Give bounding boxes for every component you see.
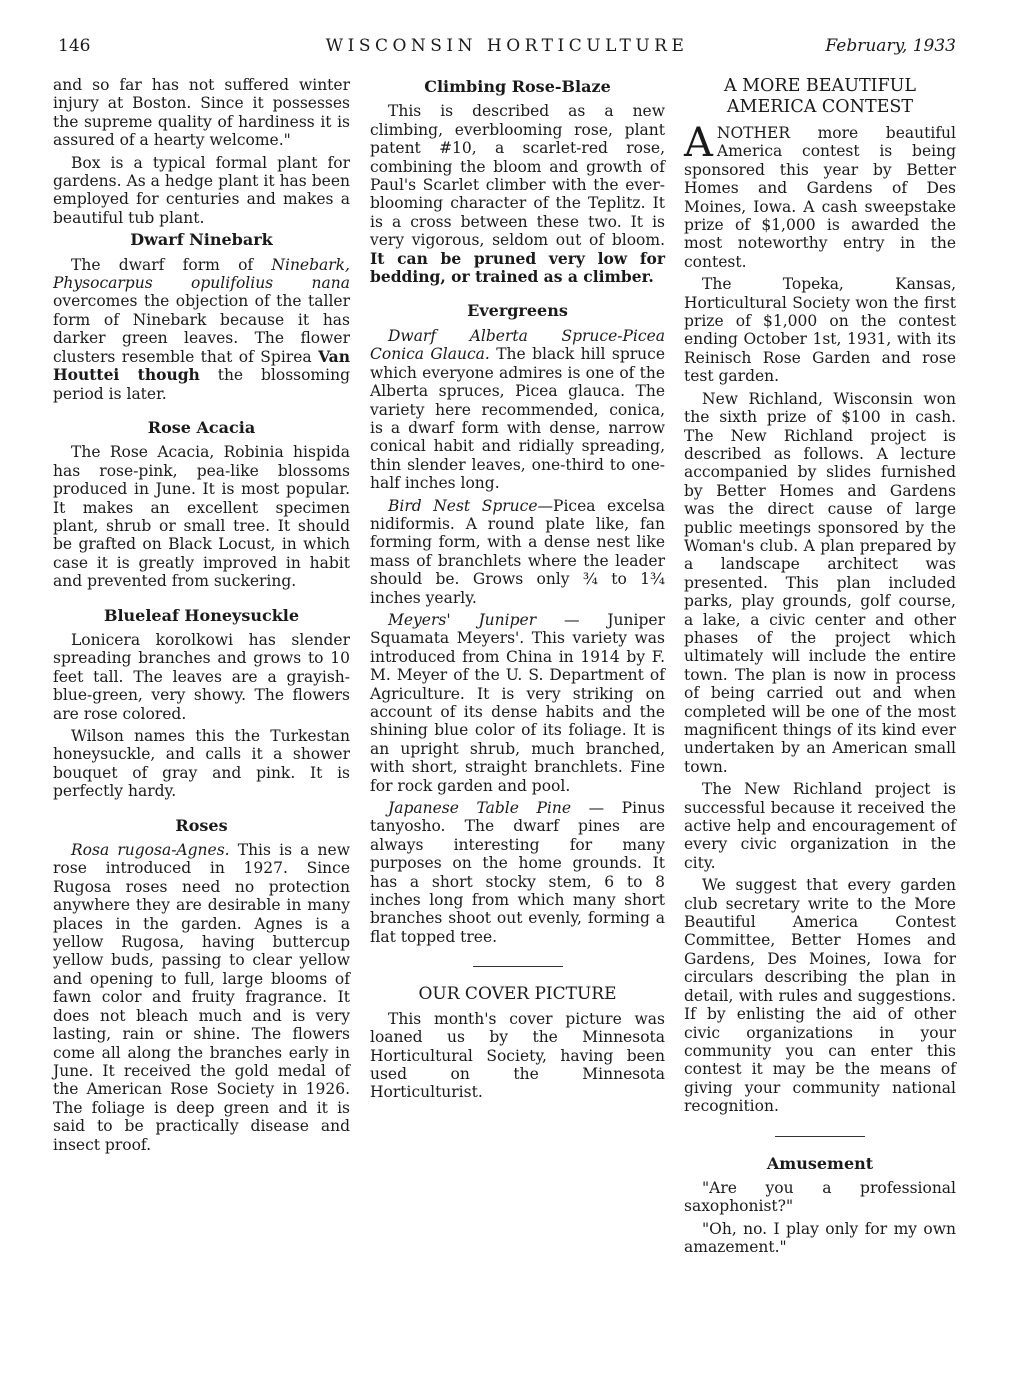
column-middle [370, 76, 665, 1106]
heading-evergreens: Evergreens [467, 301, 568, 321]
contest-paragraph-5: We suggest that every garden club secretary write to the More Beautiful America Contest Committee, Better Homes and Gardens, Des Moines, Iowa for circulars describing the plan in detail, with rules and suggestions. If by enlisting the aid of other civic organizations in your community you can enter this contest it may be the means of giving your community national recognition. [684, 876, 956, 1116]
divider-rule [775, 1136, 865, 1137]
heading-roses: Roses [175, 815, 228, 835]
roses-paragraph: Rosa rugosa-Agnes. This is a new rose introduced in 1927. Since Rugosa roses need no protection anywhere they are desirable in many places in the garden. Agnes is a yellow Rugosa, having buttercup yellow buds, passing to clear yellow and opening to full, large blooms of fawn color and fruity fragrance. It does not bleach much and is very lasting, rain or shine. The flowers come all along the branches early in June. It received the gold medal of the American Rose Society in 1926. The foliage is deep green and it is said to be practically disease and insect proof. [53, 841, 350, 1154]
cover-paragraph: This month's cover picture was loaned us by the Minnesota Horticultural Society, having been used on the Minnesota Horticulturist. [370, 1009, 665, 1102]
drop-cap: A [684, 120, 713, 166]
evergreens-paragraph-3: Meyers' Juniper — Juniper Squamata Meyers'. This variety was introduced from China in 1914 by F. M. Meyer of the U. S. Department of Agriculture. It is very striking on account of its dense habits and the shining blue color of its foliage. It is an upright shrub, much branched, with short, straight branchlets. Fine for rock garden and pool. [370, 610, 665, 795]
journal-title: WISCONSIN HORTICULTURE [325, 36, 689, 56]
rose-acacia-paragraph: The Rose Acacia, Robinia hispida has rose-pink, pea-like blossoms produced in June. It is most popular. It makes an excellent specimen plant, shrub or small tree. It should be grafted on Black Locust, in which case it is greatly improved in habit and prevented from suckering. [53, 443, 350, 591]
contest-paragraph-2: The Topeka, Kansas, Horticultural Society won the first prize of $1,000 on the contest ending October 1st, 1931, with its Reinisch Rose Garden and rose test garden. [684, 275, 956, 386]
evergreens-paragraph-1: Dwarf Alberta Spruce-Picea Conica Glauca. The black hill spruce which everyone admires is one of the Alberta spruces, Picea glauca. The variety here recommended, conica, is a dwarf form with dense, narrow conical habit and ridially spreading, thin slender leaves, one-third to one-half inches long. [370, 326, 665, 493]
honeysuckle-paragraph-2: Wilson names this the Turkestan honeysuckle, and calls it a shower bouquet of gray and pink. It is perfectly hardy. [53, 727, 350, 801]
divider-rule [473, 966, 563, 967]
heading-our-cover-picture: OUR COVER PICTURE [418, 984, 617, 1005]
heading-amusement: Amusement [766, 1153, 874, 1173]
heading-dwarf-ninebark: Dwarf Ninebark [130, 230, 273, 250]
amusement-paragraph-1: "Are you a professional saxophonist?" [684, 1178, 956, 1216]
heading-more-beautiful-america: A MORE BEAUTIFUL AMERICA CONTEST [723, 76, 917, 117]
contest-paragraph-3: New Richland, Wisconsin won the sixth prize of $100 in cash. The New Richland project is described as follows. A lecture accompanied by slides furnished by Better Homes and Gardens was the direct cause of large public meetings sponsored by the Woman's club. A plan prepared by a landscape architect was presented. This plan included parks, play grounds, golf course, a lake, a civic center and other phases of the project which ultimately will include the entire town. The plan is now in process of being carried out and when completed will be one of the most magnificent things of its kind ever undertaken by an American small town. [684, 389, 956, 776]
column-left [53, 76, 350, 1158]
heading-climbing-rose-blaze: Climbing Rose-Blaze [424, 77, 611, 96]
heading-rose-acacia: Rose Acacia [147, 417, 256, 437]
intro-paragraph-1: and so far has not suffered winter injury at Boston. Since it possesses the supreme quality of hardiness it is assured of a hearty welcome." [53, 76, 350, 150]
column-right [684, 76, 956, 1261]
issue-date: February, 1933 [825, 36, 956, 56]
evergreens-paragraph-2: Bird Nest Spruce—Picea excelsa nidiformis. A round plate like, fan forming form, with a dense nest like mass of branchlets where the leader should be. Grows only ¾ to 1¾ inches yearly. [370, 496, 665, 607]
page-header [58, 36, 956, 66]
intro-paragraph-2: Box is a typical formal plant for gardens. As a hedge plant it has been employed for centuries and makes a beautiful tub plant. [53, 153, 350, 227]
blaze-paragraph: This is described as a new climbing, everblooming rose, plant patent #10, a scarlet-red rose, combining the bloom and growth of Paul's Scarlet climber with the ever-blooming character of the Teplitz. It is a cross between these two. It is very vigorous, seldom out of bloom. It can be pruned very low for bedding, or trained as a climber. [370, 102, 665, 287]
honeysuckle-paragraph-1: Lonicera korolkowi has slender spreading branches and grows to 10 feet tall. The leaves are a grayish-blue-green, very showy. The flowers are rose colored. [53, 630, 350, 723]
heading-blueleaf-honeysuckle: Blueleaf Honeysuckle [103, 605, 300, 625]
contest-paragraph-1: ANOTHER more beautiful America contest is being sponsored this year by Better Homes and Gardens of Des Moines, Iowa. A cash sweepstake prize of $1,000 is awarded the most noteworthy entry in the contest. [684, 120, 956, 271]
amusement-paragraph-2: "Oh, no. I play only for my own amazement." [684, 1219, 956, 1257]
ninebark-paragraph: The dwarf form of Ninebark, Physocarpus opulifolius nana overcomes the objection of the taller form of Ninebark because it has darker green leaves. The flower clusters resemble that of Spirea Van Houttei though the blossoming period is later. [53, 255, 350, 403]
contest-paragraph-4: The New Richland project is successful because it received the active help and encouragement of every civic organization in the city. [684, 780, 956, 872]
page-number: 146 [58, 36, 91, 56]
evergreens-paragraph-4: Japanese Table Pine — Pinus tanyosho. The dwarf pines are always interesting for many purposes on the home grounds. It has a short stocky stem, 6 to 8 inches long from which many short branches shoot out evenly, forming a flat topped tree. [370, 799, 665, 946]
